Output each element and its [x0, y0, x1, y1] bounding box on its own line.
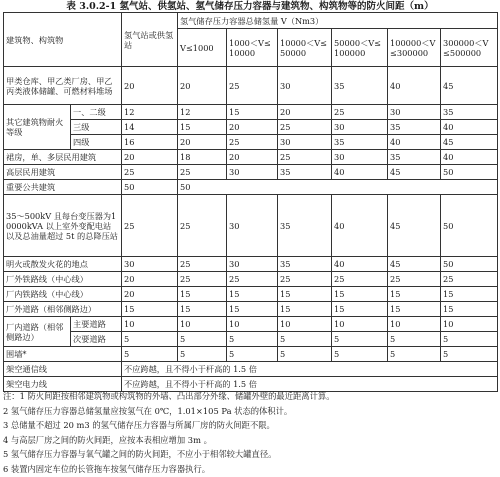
table-cell: 25: [332, 272, 388, 287]
table-cell: 25: [332, 105, 388, 120]
table-cell: 15: [227, 302, 278, 317]
header-capacity-col: 100000＜V≤300000: [388, 29, 441, 67]
table-cell: 10: [178, 317, 227, 332]
table-cell: 不应跨越，且不得小于杆高的 1.5 倍: [122, 362, 498, 377]
table-cell: 25: [178, 165, 227, 180]
table-cell: 30: [227, 165, 278, 180]
fire-distance-table: [3, 12, 498, 392]
row-label: 高层民用建筑: [4, 165, 122, 180]
table-cell: 50: [441, 195, 498, 257]
table-cell: 15: [278, 302, 332, 317]
row-label: 厂外铁路线（中心线）: [4, 272, 122, 287]
table-row: [4, 317, 498, 332]
table-row: [4, 272, 498, 287]
table-cell: 25: [441, 272, 498, 287]
table-cell: 5: [178, 332, 227, 347]
header-capacity-col: 1000＜V≤10000: [227, 29, 278, 67]
table-cell: 10: [122, 317, 178, 332]
table-cell: 20: [178, 67, 227, 105]
table-cell: 40: [332, 195, 388, 257]
table-cell: 5: [441, 347, 498, 362]
table-row: [4, 347, 498, 362]
table-cell: 40: [332, 165, 388, 180]
table-cell: 5: [178, 347, 227, 362]
table-cell: 25: [122, 195, 178, 257]
table-cell: 35: [332, 67, 388, 105]
table-cell: 15: [227, 105, 278, 120]
table-cell: 20: [227, 120, 278, 135]
table-cell: 20: [122, 287, 178, 302]
table-cell: 15: [441, 287, 498, 302]
table-cell: 10: [227, 317, 278, 332]
table-cell: 5: [227, 332, 278, 347]
table-cell: 35: [278, 165, 332, 180]
table-cell: 20: [227, 150, 278, 165]
note-line: 4 与高层厂房之间的防火间距，应按本表相应增加 3m 。: [3, 434, 212, 445]
table-cell: 10: [388, 317, 441, 332]
header-capacity-col: 10000＜V≤50000: [278, 29, 332, 67]
row-label: 围墙*: [4, 347, 122, 362]
table-title: 表 3.0.2-1 氢气站、供氢站、氢气储存压力容器与建筑物、构筑物等的防火间距（m）: [66, 1, 434, 12]
row-label: 架空电力线: [4, 377, 122, 392]
table-row: [4, 287, 498, 302]
header-building: 建筑物、构筑物: [4, 13, 122, 67]
row-label: 厂外道路（相邻侧路边）: [4, 302, 122, 317]
table-cell: 50: [122, 180, 178, 195]
table-cell: 25: [227, 272, 278, 287]
table-cell: 15: [227, 287, 278, 302]
table-row: [4, 120, 498, 135]
table-row: [4, 165, 498, 180]
header-station: 氢气站或供氢站: [122, 13, 178, 67]
table-cell: 20: [278, 105, 332, 120]
table-cell: 50: [441, 257, 498, 272]
table-cell: 25: [178, 195, 227, 257]
table-cell: 40: [388, 135, 441, 150]
table-cell: 35: [388, 150, 441, 165]
row-label: 重要公共建筑: [4, 180, 122, 195]
table-cell: 5: [122, 347, 178, 362]
table-cell: 40: [441, 120, 498, 135]
header-capacity-group: 氢气储存压力容器总储氢量 V（Nm3）: [178, 13, 498, 29]
row-sublabel: 主要道路: [71, 317, 122, 332]
table-row: [4, 135, 498, 150]
table-cell: 30: [388, 105, 441, 120]
table-cell: 15: [332, 302, 388, 317]
table-cell: 5: [122, 332, 178, 347]
table-cell: 15: [441, 302, 498, 317]
row-sublabel: 三级: [71, 120, 122, 135]
header-capacity-col: V≤1000: [178, 29, 227, 67]
table-cell: 40: [332, 257, 388, 272]
header-capacity-col: 50000＜V≤100000: [332, 29, 388, 67]
table-cell: 25: [278, 272, 332, 287]
table-cell: 5: [278, 347, 332, 362]
table-cell: 20: [122, 67, 178, 105]
note-line: 5 氢气储存压力容器与氧气罐之间的防火间距，不应小于相邻较大罐直径。: [3, 449, 277, 460]
row-label: 明火或散发火花的地点: [4, 257, 122, 272]
table-cell: 25: [178, 272, 227, 287]
header-capacity-col: 300000＜V≤500000: [441, 29, 498, 67]
table-cell: 12: [178, 105, 227, 120]
table-cell: 16: [122, 135, 178, 150]
table-cell: 15: [332, 287, 388, 302]
row-label: 裙房，单、多层民用建筑: [4, 150, 122, 165]
table-cell: 30: [278, 135, 332, 150]
table-row: [4, 105, 498, 120]
note-line: 注：1 防火间距按相邻建筑物或构筑物的外墙、凸出部分外缘、储罐外壁的最近距离计算。: [3, 391, 335, 401]
table-row: [4, 67, 498, 105]
table-cell: 25: [227, 67, 278, 105]
table-cell: 15: [122, 302, 178, 317]
table-cell: 30: [332, 150, 388, 165]
table-cell: 35: [388, 120, 441, 135]
table-cell: 14: [122, 120, 178, 135]
table-cell: 30: [278, 67, 332, 105]
table-notes: [3, 389, 497, 477]
table-cell: 12: [122, 105, 178, 120]
table-cell: 20: [178, 135, 227, 150]
table-cell: 40: [388, 67, 441, 105]
table-cell: 5: [332, 332, 388, 347]
table-cell: 25: [278, 120, 332, 135]
note-line: 3 总储量不超过 20 m3 的氢气储存压力容器与所属厂房的防火间距不限。: [3, 420, 275, 431]
table-row: [4, 195, 498, 257]
table-cell: 15: [278, 287, 332, 302]
table-cell: 15: [178, 302, 227, 317]
table-cell: 25: [122, 165, 178, 180]
table-row: [4, 332, 498, 347]
table-cell: 10: [332, 317, 388, 332]
row-label: 厂内铁路线（中心线）: [4, 287, 122, 302]
table-cell: 30: [332, 120, 388, 135]
table-cell: 15: [178, 287, 227, 302]
table-cell: 25: [388, 272, 441, 287]
row-sublabel: 一、二级: [71, 105, 122, 120]
table-row: [4, 302, 498, 317]
table-cell: 50: [178, 180, 498, 195]
row-label: 35～500kV 且每台变压器为10000kVA 以上室外变配电站以及总油量超过 5t 的总降压站: [4, 195, 122, 257]
table-cell: 25: [227, 135, 278, 150]
table-cell: 25: [178, 257, 227, 272]
table-cell: 5: [441, 332, 498, 347]
table-cell: 35: [278, 257, 332, 272]
table-cell: 40: [441, 150, 498, 165]
table-cell: 15: [388, 302, 441, 317]
table-cell: 20: [122, 150, 178, 165]
table-cell: 15: [178, 120, 227, 135]
table-cell: 35: [332, 135, 388, 150]
table-cell: 45: [388, 165, 441, 180]
row-label: 甲类仓库、甲乙类厂房、甲乙丙类液体储罐、可燃材料堆场: [4, 67, 122, 105]
table-row: [4, 362, 498, 377]
note-line: 2 氢气储存压力容器总储氢量应按氢气在 0℃，1.01×105 Pa 状态的体积计。: [3, 405, 293, 416]
table-cell: 45: [441, 67, 498, 105]
table-row: [4, 150, 498, 165]
table-cell: 15: [388, 287, 441, 302]
table-cell: 45: [388, 195, 441, 257]
table-row: [4, 180, 498, 195]
table-cell: 30: [122, 257, 178, 272]
table-cell: 5: [332, 347, 388, 362]
table-cell: 30: [227, 195, 278, 257]
table-cell: 5: [388, 332, 441, 347]
table-cell: 20: [122, 272, 178, 287]
table-row: [4, 257, 498, 272]
table-cell: 25: [278, 150, 332, 165]
row-sublabel: 次要道路: [71, 332, 122, 347]
table-cell: 10: [441, 317, 498, 332]
row-label: 架空通信线: [4, 362, 122, 377]
table-cell: 45: [388, 257, 441, 272]
note-line: 6 装置内固定车位的长管拖车按氢气储存压力容器执行。: [3, 463, 211, 474]
table-cell: 35: [441, 105, 498, 120]
table-cell: 35: [278, 195, 332, 257]
header-row: [4, 13, 498, 29]
row-sublabel: 四级: [71, 135, 122, 150]
table-cell: 50: [441, 165, 498, 180]
table-cell: 10: [278, 317, 332, 332]
row-group-label: 厂内道路（相邻侧路边）: [4, 317, 71, 347]
table-cell: 5: [388, 347, 441, 362]
table-cell: 不应跨越，且不得小于杆高的 1.5 倍: [122, 377, 498, 392]
table-cell: 5: [278, 332, 332, 347]
table-cell: 5: [227, 347, 278, 362]
table-cell: 30: [227, 257, 278, 272]
table-cell: 18: [178, 150, 227, 165]
row-group-label: 其它建筑物耐火等级: [4, 105, 71, 150]
table-cell: 45: [441, 135, 498, 150]
